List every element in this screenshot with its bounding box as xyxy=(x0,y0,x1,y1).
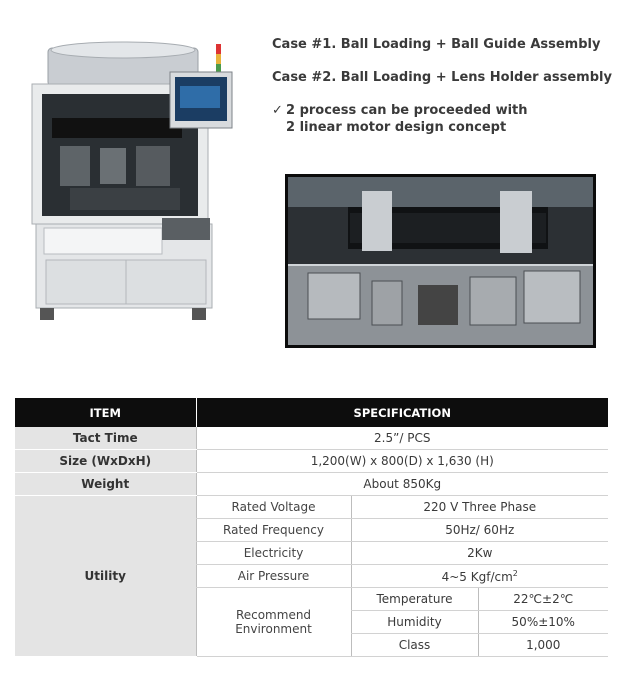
utility-label: Utility xyxy=(15,496,196,657)
env-label xyxy=(196,588,351,657)
tact-label: Tact Time xyxy=(15,427,196,450)
air-value xyxy=(351,565,608,588)
temp-value: 22℃±2℃ xyxy=(478,588,608,611)
interior-photo xyxy=(285,174,596,348)
interior-photo-drawing xyxy=(288,177,593,345)
process-note xyxy=(272,102,528,136)
size-value: 1,200(W) x 800(D) x 1,630 (H) xyxy=(196,450,608,473)
voltage-value: 220 V Three Phase xyxy=(351,496,608,519)
voltage-label: Rated Voltage xyxy=(196,496,351,519)
weight-value: About 850Kg xyxy=(196,473,608,496)
table-row xyxy=(15,496,608,519)
table-row xyxy=(15,450,608,473)
class-label: Class xyxy=(351,634,478,657)
note-line-2: 2 linear motor design concept xyxy=(286,120,507,135)
machine-illustration xyxy=(30,28,240,338)
header-spec: SPECIFICATION xyxy=(196,398,608,427)
air-label: Air Pressure xyxy=(196,565,351,588)
case-2-title: Case #2. Ball Loading + Lens Holder assembly xyxy=(272,70,612,85)
frequency-label: Rated Frequency xyxy=(196,519,351,542)
class-value: 1,000 xyxy=(478,634,608,657)
env-label-line-1: Recommend xyxy=(235,608,312,622)
case-1-title: Case #1. Ball Loading + Ball Guide Assembly xyxy=(272,37,601,52)
size-label: Size (WxDxH) xyxy=(15,450,196,473)
air-value-text: 4~5 Kgf/cm xyxy=(441,569,513,584)
humidity-value: 50%±10% xyxy=(478,611,608,634)
table-row xyxy=(15,427,608,450)
electricity-label: Electricity xyxy=(196,542,351,565)
header-item: ITEM xyxy=(15,398,196,427)
check-icon: ✓ xyxy=(272,103,283,118)
electricity-value: 2Kw xyxy=(351,542,608,565)
env-label-line-2: Environment xyxy=(235,622,312,636)
table-row xyxy=(15,473,608,496)
air-value-sup: 2 xyxy=(512,568,518,578)
spec-table xyxy=(15,398,608,657)
note-line-1: 2 process can be proceeded with xyxy=(286,103,528,118)
humidity-label: Humidity xyxy=(351,611,478,634)
tact-value: 2.5”/ PCS xyxy=(196,427,608,450)
temp-label: Temperature xyxy=(351,588,478,611)
frequency-value: 50Hz/ 60Hz xyxy=(351,519,608,542)
weight-label: Weight xyxy=(15,473,196,496)
